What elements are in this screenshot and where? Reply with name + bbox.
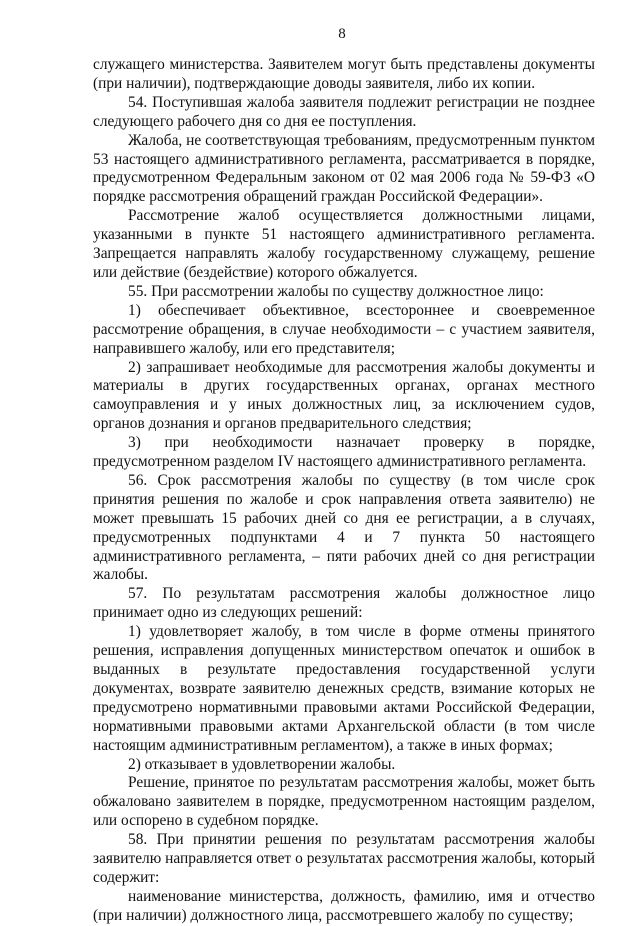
paragraph: служащего министерства. Заявителем могут быть представлены документы (при наличии), подтверждающие доводы заявителя, либо их копии. [93,56,595,92]
document-body [93,56,595,926]
paragraph: 1) удовлетворяет жалобу, в том числе в форме отмены принятого решения, исправления допущенных министерством опечаток и ошибок в выданных в результате предоставления государственной услуги документах, возврате заявителю денежных средств, взимание которых не предусмотрено нормативными правовыми актами Российской Федерации, нормативными правовыми актами Архангельской области (в том числе настоящим административным регламентом), а также в иных формах; [93,623,595,754]
paragraph: 57. По результатам рассмотрения жалобы должностное лицо принимает одно из следующих решений: [93,585,595,622]
paragraph: 2) запрашивает необходимые для рассмотрения жалобы документы и материалы в других государственных органах, органах местного самоуправления и у иных должностных лиц, за исключением судов, органов дознания и органов предварительного следствия; [93,358,595,433]
paragraph: Жалоба, не соответствующая требованиям, предусмотренным пунктом 53 настоящего административного регламента, рассматривается в порядке, предусмотренном Федеральным законом от 02 мая 2006 года № 59-ФЗ «О порядке рассмотрения обращений граждан Российской Федерации». [93,131,595,206]
page-number: 8 [338,26,346,42]
paragraph: 2) отказывает в удовлетворении жалобы. [128,755,396,773]
paragraph: 55. При рассмотрении жалобы по существу должностное лицо: [128,282,544,300]
paragraph: Рассмотрение жалоб осуществляется должностными лицами, указанными в пункте 51 настоящего административного регламента. Запрещается направлять жалобу государственному служащему, решение или действие (бездействие) которого обжалуется. [93,207,595,281]
paragraph: наименование министерства, должность, фамилию, имя и отчество (при наличии) должностного лица, рассмотревшего жалобу по существу; [93,887,595,924]
paragraph: Решение, принятое по результатам рассмотрения жалобы, может быть обжаловано заявителем в порядке, предусмотренном настоящим разделом, или оспорено в судебном порядке. [93,774,595,830]
document-page [93,25,595,926]
paragraph: 56. Срок рассмотрения жалобы по существу (в том числе срок принятия решения по жалобе и срок направления ответа заявителю) не может превышать 15 рабочих дней со дня ее регистрации, а в случаях, предусмотренных подпунктами 4 и 7 пункта 50 настоящего административного регламента, – пяти рабочих дней со дня регистрации жалобы. [93,471,595,584]
paragraph: 3) при необходимости назначает проверку в порядке, предусмотренном разделом IV настоящего административного регламента. [93,434,595,471]
paragraph: 54. Поступившая жалоба заявителя подлежит регистрации не позднее следующего рабочего дня со дня ее поступления. [93,93,595,130]
paragraph: 1) обеспечивает объективное, всестороннее и своевременное рассмотрение обращения, в случае необходимости – с участием заявителя, направившего жалобу, или его представителя; [93,301,595,357]
paragraph: 58. При принятии решения по результатам рассмотрения жалобы заявителю направляется ответ о результатах рассмотрения жалобы, который содержит: [93,831,595,886]
